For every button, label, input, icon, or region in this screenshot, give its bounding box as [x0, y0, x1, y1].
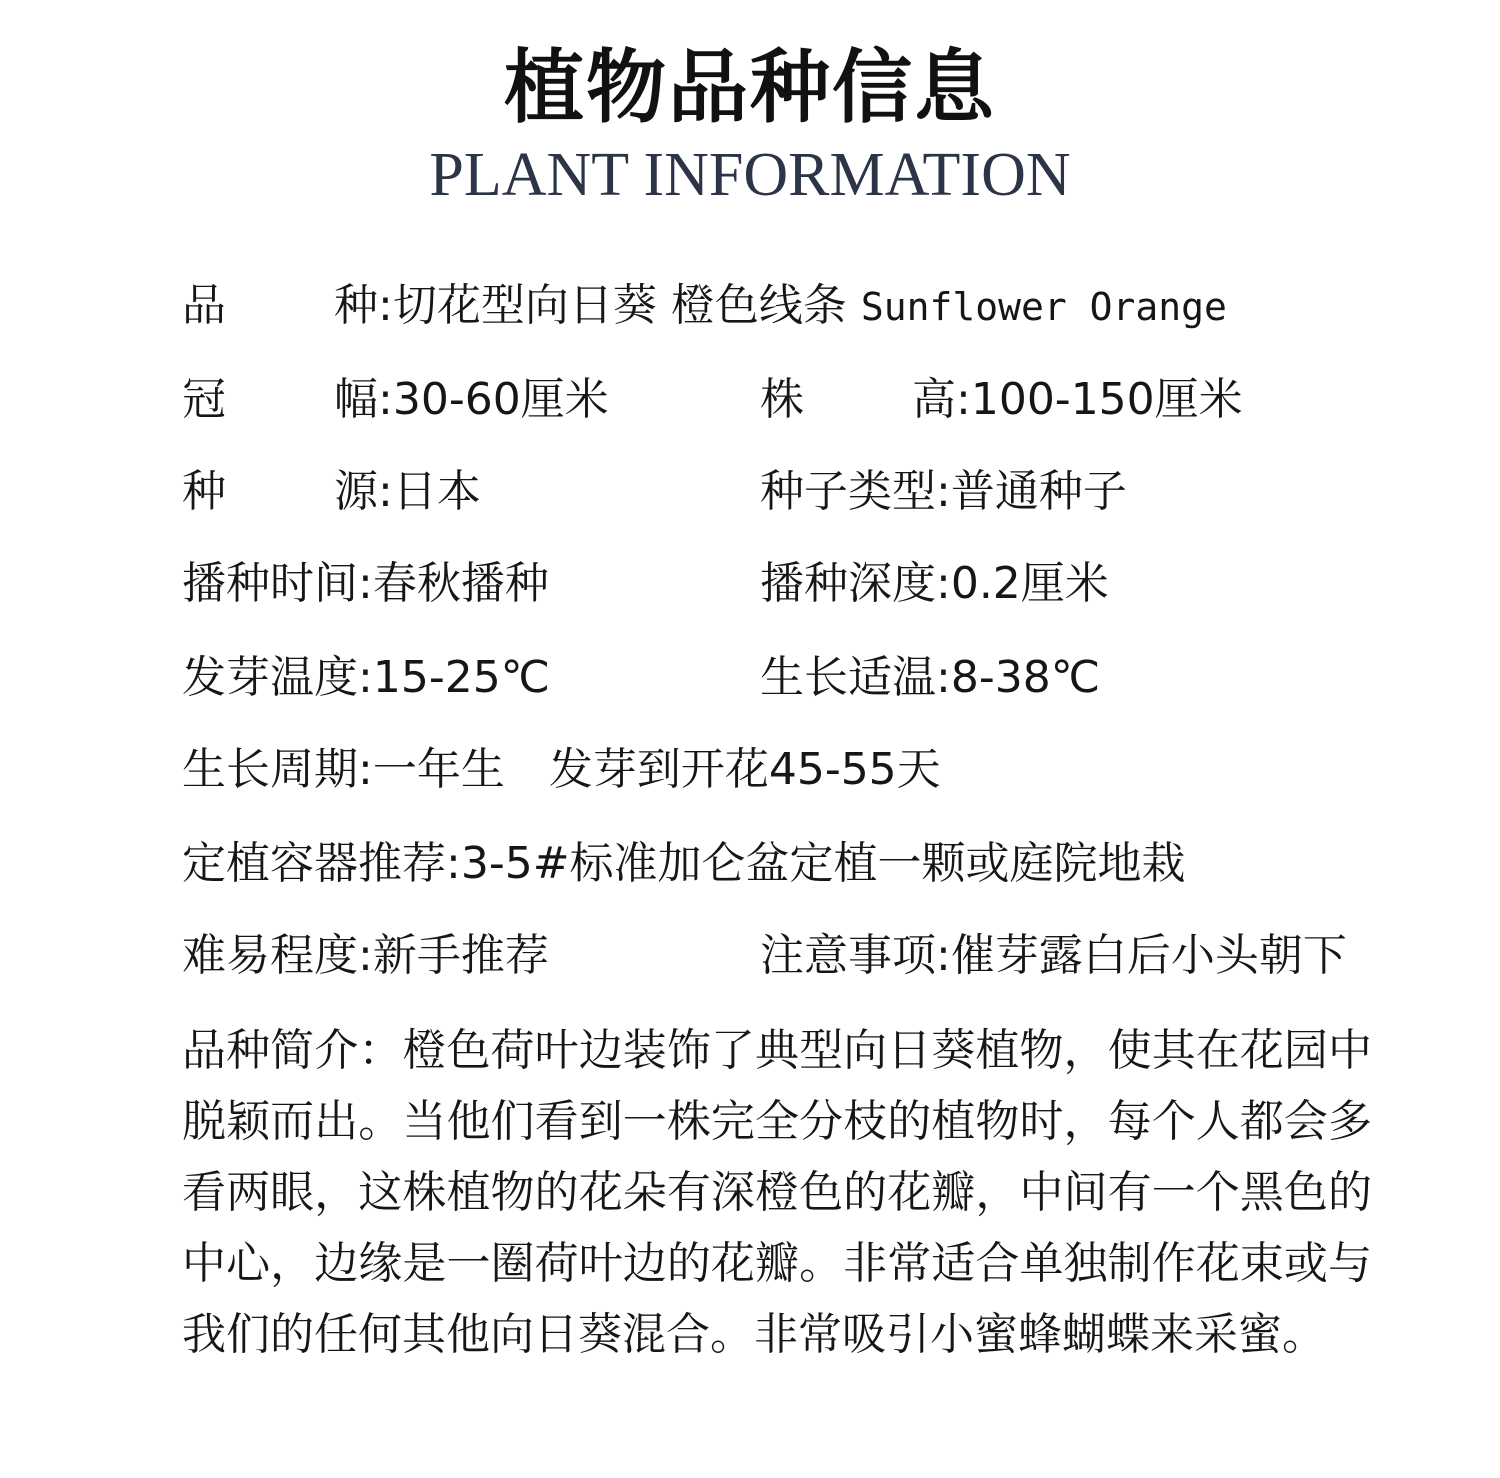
- seed-type-value: 普通种子: [950, 466, 1127, 517]
- plant-height-label: [760, 370, 956, 430]
- difficulty-row: [182, 926, 549, 986]
- sowing-depth-row: [760, 554, 1109, 614]
- difficulty-colon: :: [358, 930, 373, 981]
- sowing-time-row: [182, 554, 549, 614]
- page-title: 植物品种信息: [504, 41, 996, 134]
- origin-label-last: 源: [334, 466, 378, 517]
- growth-temp-value: 8-38℃: [950, 652, 1101, 703]
- crown-width-row: [182, 370, 609, 430]
- origin-label: [182, 462, 378, 522]
- variety-colon: :: [378, 280, 393, 331]
- crown-width-label-first: 冠: [182, 374, 226, 425]
- growth-cycle-colon: :: [358, 744, 373, 795]
- plant-height-colon: :: [956, 374, 971, 425]
- sowing-depth-colon: :: [936, 558, 951, 609]
- plant-height-label-first: 株: [760, 374, 804, 425]
- plant-height-row: [760, 370, 1243, 430]
- notes-colon: :: [936, 930, 951, 981]
- page-subtitle: PLANT INFORMATION: [429, 141, 1071, 209]
- container-colon: :: [446, 838, 461, 889]
- growth-temp-row: [760, 648, 1100, 708]
- container-label: 定植容器推荐: [182, 838, 446, 889]
- crown-width-label: [182, 370, 378, 430]
- variety-value-cn: 切花型向日葵 橙色线条: [392, 280, 847, 331]
- growth-temp-label: 生长适温: [760, 652, 936, 703]
- sowing-depth-value: 0.2厘米: [950, 558, 1109, 609]
- origin-value: 日本: [392, 466, 481, 517]
- crown-width-label-last: 幅: [334, 374, 378, 425]
- seed-type-label: 种子类型: [760, 466, 936, 517]
- variety-label-first: 品: [182, 280, 226, 331]
- germination-temp-value: 15-25℃: [372, 652, 551, 703]
- variety-row: [182, 276, 1227, 337]
- container-value: 3-5#标准加仑盆定植一颗或庭院地栽: [460, 838, 1186, 889]
- sowing-time-value: 春秋播种: [372, 558, 549, 609]
- germination-temp-label: 发芽温度: [182, 652, 358, 703]
- difficulty-value: 新手推荐: [372, 930, 549, 981]
- variety-label: [182, 276, 378, 336]
- variety-value-en: Sunflower Orange: [860, 285, 1227, 329]
- notes-row: [760, 926, 1347, 986]
- origin-row: [182, 462, 481, 522]
- plant-height-value: 100-150厘米: [970, 374, 1243, 425]
- germination-temp-row: [182, 648, 550, 708]
- variety-label-last: 种: [334, 280, 378, 331]
- sowing-time-colon: :: [358, 558, 373, 609]
- description-label: 品种简介: [182, 1025, 359, 1076]
- seed-type-colon: :: [936, 466, 951, 517]
- variety-description: [182, 1015, 1372, 1370]
- sowing-depth-label: 播种深度: [760, 558, 936, 609]
- growth-temp-colon: :: [936, 652, 951, 703]
- origin-label-first: 种: [182, 466, 226, 517]
- growth-cycle-label: 生长周期: [182, 744, 358, 795]
- crown-width-colon: :: [378, 374, 393, 425]
- growth-cycle-row: [182, 740, 941, 800]
- sowing-time-label: 播种时间: [182, 558, 358, 609]
- germination-temp-colon: :: [358, 652, 373, 703]
- origin-colon: :: [378, 466, 393, 517]
- container-row: [182, 834, 1186, 894]
- difficulty-label: 难易程度: [182, 930, 358, 981]
- description-text: 橙色荷叶边装饰了典型向日葵植物，使其在花园中脱颖而出。当他们看到一株完全分枝的植物时，每个人都会多看两眼，这株植物的花朵有深橙色的花瓣，中间有一个黑色的中心，边缘是一圈荷叶边的花瓣。非常适合单独制作花束或与我们的任何其他向日葵混合。非常吸引小蜜蜂蝴蝶来采蜜。: [182, 1025, 1373, 1360]
- seed-type-row: [760, 462, 1127, 522]
- description-colon: ：: [358, 1025, 403, 1076]
- notes-label: 注意事项: [760, 930, 936, 981]
- notes-value: 催芽露白后小头朝下: [950, 930, 1347, 981]
- growth-cycle-value: 一年生 发芽到开花45-55天: [372, 744, 941, 795]
- crown-width-value: 30-60厘米: [392, 374, 609, 425]
- plant-height-label-last: 高: [912, 374, 956, 425]
